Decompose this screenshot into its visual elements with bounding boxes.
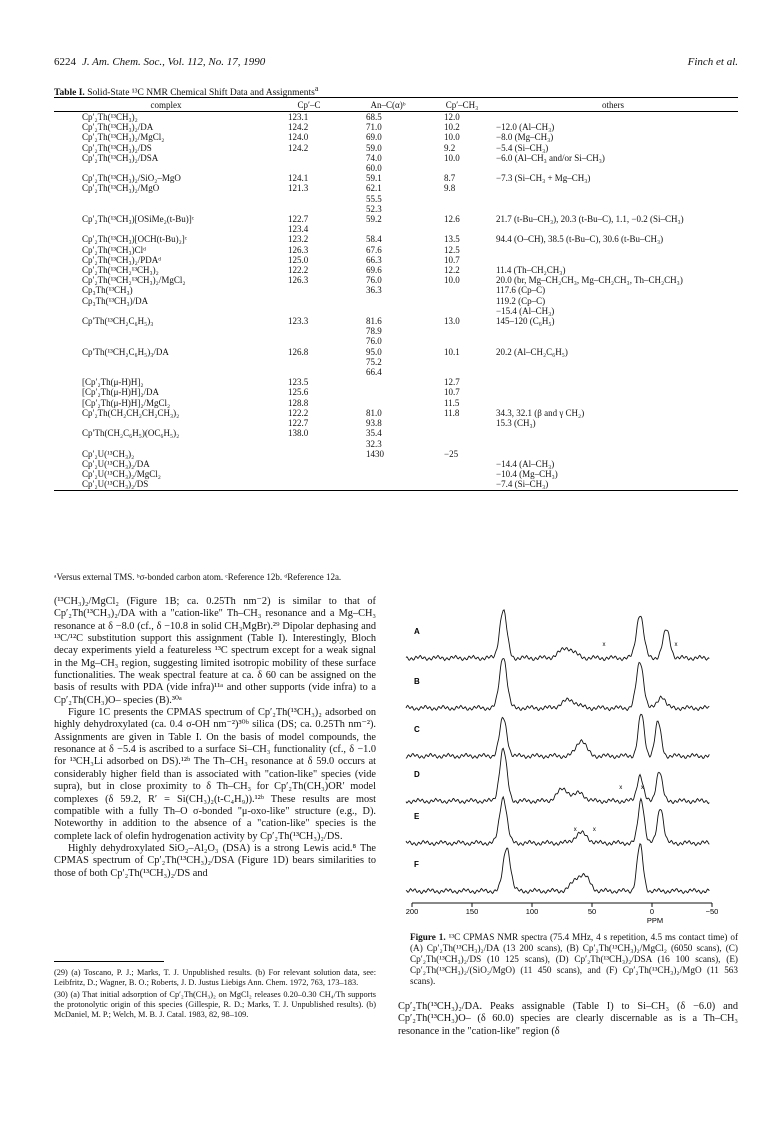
table-cell	[54, 439, 278, 449]
table-cell: −8.0 (Mg–CH₃)	[496, 132, 554, 143]
table-cell: Cp′₂Th(¹³CH₃)₂/MgCl₂	[82, 132, 165, 143]
table-cell	[340, 296, 436, 306]
table-cell: 121.3	[288, 183, 309, 194]
table-cell: 145–120 (C₆H₅)	[496, 316, 555, 327]
table-row	[54, 173, 738, 183]
table-cell: 10.0	[444, 132, 460, 143]
spectrum-trace	[406, 610, 709, 661]
axis-tick-label: 50	[587, 907, 597, 916]
table-cell	[340, 469, 436, 479]
table-cell	[54, 194, 278, 204]
table-header-cell: Cp′–C	[278, 98, 340, 112]
table-cell	[488, 183, 738, 193]
ppm-axis	[406, 903, 719, 925]
table-cell	[340, 224, 436, 234]
table-cell: 62.1	[366, 183, 382, 194]
references	[54, 968, 376, 1022]
table-row	[54, 449, 738, 459]
table-row	[54, 224, 738, 234]
table-header-cell: An–C(α)ᵇ	[340, 98, 436, 112]
table-cell: 12.5	[444, 244, 460, 255]
table-cell	[278, 469, 340, 479]
footnote-rule	[54, 961, 164, 962]
table-cell	[54, 163, 278, 173]
table-cell: 69.0	[366, 132, 382, 143]
spectrum-label: B	[414, 677, 420, 686]
table-cell	[278, 449, 340, 459]
table-cell: 66.4	[366, 367, 382, 378]
table-cell	[278, 357, 340, 367]
table-row	[54, 275, 738, 285]
table-cell	[488, 428, 738, 438]
table-row	[54, 153, 738, 163]
table-cell: −6.0 (Al–CH₃ and/or Si–CH₃)	[496, 152, 605, 163]
table-cell: −15.4 (Al–CH₃)	[496, 305, 555, 316]
table-cell	[340, 387, 436, 397]
table-cell: 12.7	[444, 377, 460, 388]
table-cell: 124.1	[288, 173, 309, 184]
table-cell	[436, 428, 488, 438]
table-cell	[54, 306, 278, 316]
figure-caption-label: Figure 1.	[410, 932, 446, 942]
table-cell: 81.0	[366, 407, 382, 418]
table-cell: 124.0	[288, 132, 309, 143]
table-row	[54, 479, 738, 490]
table-row	[54, 428, 738, 438]
table-cell	[278, 459, 340, 469]
axis-tick-label: 100	[525, 907, 539, 916]
table-row	[54, 265, 738, 275]
table-cell	[488, 439, 738, 449]
table-row	[54, 255, 738, 265]
table-cell: 117.6 (Cp–C)	[496, 285, 546, 296]
table-cell: −12.0 (Al–CH₃)	[496, 122, 555, 133]
table-cell	[278, 306, 340, 316]
table-cell: 76.0	[366, 336, 382, 347]
axis-ticks	[406, 903, 719, 916]
table-cell	[54, 336, 278, 346]
table-body	[54, 112, 738, 491]
table-cell	[436, 306, 488, 316]
table-cell: Cp′₂U(¹³CH₃)₂/MgCl₂	[82, 469, 161, 480]
table-cell: 126.3	[288, 244, 309, 255]
table-row	[54, 336, 738, 346]
table-cell: 138.0	[288, 428, 309, 439]
table-caption-note: a	[314, 84, 319, 93]
table-header-row	[54, 98, 738, 112]
table-cell	[436, 296, 488, 306]
figure-caption	[410, 932, 738, 987]
spectrum-trace	[406, 659, 709, 711]
table-cell	[278, 194, 340, 204]
table-row	[54, 398, 738, 408]
table-row	[54, 347, 738, 357]
table-cell: 124.2	[288, 122, 309, 133]
table-cell: 55.5	[366, 193, 382, 204]
table-cell: 11.4 (Th–CH₂CH₃)	[496, 265, 566, 276]
table-cell	[488, 194, 738, 204]
table-cell	[278, 163, 340, 173]
spectrum-marker: x	[619, 785, 623, 791]
table-cell	[436, 285, 488, 295]
table-cell: Cp′₂Th(¹³CH₂¹³CH₃)₂/MgCl₂	[82, 275, 186, 286]
table-row	[54, 183, 738, 193]
table-cell: 12.2	[444, 265, 460, 276]
table-cell: 69.6	[366, 265, 382, 276]
table-cell	[488, 163, 738, 173]
table-cell: 32.3	[366, 438, 382, 449]
table-cell	[54, 418, 278, 428]
table-cell	[488, 326, 738, 336]
table-cell: Cp′Th(¹³CH₂C₆H₅)₃	[82, 316, 154, 327]
table-cell: 122.7	[288, 214, 309, 225]
journal-citation: J. Am. Chem. Soc., Vol. 112, No. 17, 1990	[82, 56, 266, 68]
spectrum-b	[406, 659, 709, 711]
table-row	[54, 408, 738, 418]
reference-29: (29) (a) Toscano, P. J.; Marks, T. J. Unpublished results. (b) For relevant solution data, see: Leibfritz, D.; Wagner, B. O.; Roberts, J. D. Justus Liebigs Ann. Chem. 1972, 763, 173–183.	[54, 968, 376, 987]
table-cell	[436, 224, 488, 234]
spectrum-label: C	[414, 725, 420, 734]
left-column-text	[54, 596, 376, 880]
table-cell: [Cp′₂Th(μ-H)H]₂/DA	[82, 387, 160, 398]
left-paragraph-2: Figure 1C presents the CPMAS spectrum of Cp′₂Th(¹³CH₃)₂ adsorbed on highly dehydroxylated (ca. 0.4 σ-OH nm⁻²)³⁰ᵇ silica (DS; ca. 0.25Th nm⁻²). Assignments are given in Table I. On the basis of model compounds, the resonance at δ −5.4 is ascribed to a surface Si–CH₃ functionality (cf., δ −1.0 for ¹³CH₃Li adsorbed on DS).¹²ᵇ The Th–CH₃ resonance at δ 59.0 occurs at considerably higher field than is associated with "cation-like" species (vide supra), but in close proximity to δ Th–CH₃ for Cp′₂Th(CH₃)OR′ model complexes (δ 59.2, R′ = Si(CH₃)₂(t-C₄H₉)).¹²ᵇ These results are most compatible with a fully Th–O σ-bonded "μ-oxo-like" structure (e.g., D). Noteworthy in addition to the absence of a "cation-like" species is the complete lack of olefin hydrogenation activity by Cp′₂Th(¹³CH₃)₂/DS.	[54, 707, 376, 842]
spectrum-c	[406, 714, 709, 758]
table-row	[54, 326, 738, 336]
table-row	[54, 387, 738, 397]
table-cell: Cp′₂U(¹³CH₃)₂/DA	[82, 458, 150, 469]
table-cell: 123.2	[288, 234, 309, 245]
table-cell: Cp′Th(¹³CH₂C₆H₅)₃/DA	[82, 346, 169, 357]
table-cell: 10.2	[444, 122, 460, 133]
table-row	[54, 316, 738, 326]
table-cell: [Cp′₂Th(μ-H)H]₂/MgCl₂	[82, 397, 171, 408]
spectrum-label: A	[414, 627, 420, 636]
table-row	[54, 367, 738, 377]
table-cell	[436, 204, 488, 214]
table-cell: 10.0	[444, 152, 460, 163]
table-cell	[278, 285, 340, 295]
table-header-cell: complex	[54, 98, 278, 112]
table-cell: 128.8	[288, 397, 309, 408]
table-cell: 13.0	[444, 316, 460, 327]
table-cell: 95.0	[366, 346, 382, 357]
table-cell: 123.5	[288, 377, 309, 388]
table-row	[54, 285, 738, 295]
table-cell	[488, 224, 738, 234]
table-cell: Cp′₂Th(¹³CH₃)[OSiMe₂(t-Bu)]ᶜ	[82, 214, 195, 225]
table-cell: 122.7	[288, 418, 309, 429]
table-row	[54, 112, 738, 123]
table-cell	[436, 326, 488, 336]
table-cell	[54, 367, 278, 377]
table-cell	[436, 367, 488, 377]
table-cell: 67.6	[366, 244, 382, 255]
table-cell: Cp′Th(CH₂C₆H₅)(OC₆H₅)₂	[82, 428, 180, 439]
reference-30: (30) (a) That initial adsorption of Cp′₂Th(CH₃)₂ on MgCl₂ releases 0.20–0.30 CH₄/Th supports the protonolytic origin of this species (Gillespie, R. D.; Marks, T. J. Unpublished results). (b) McDaniel, M. P.; Welch, M. B. J. Catal. 1983, 82, 98–109.	[54, 990, 376, 1019]
spectrum-label: D	[414, 770, 420, 779]
table-cell: 76.0	[366, 275, 382, 286]
table-row	[54, 306, 738, 316]
table-cell: 52.3	[366, 203, 382, 214]
table-cell	[278, 439, 340, 449]
table-cell: 126.3	[288, 275, 309, 286]
table-row	[54, 357, 738, 367]
table-row	[54, 377, 738, 387]
table-cell	[436, 439, 488, 449]
table-cell: Cp′₂Th(¹³CH₃)Clᵈ	[82, 244, 146, 255]
table-cell: 75.2	[366, 356, 382, 367]
table-cell	[488, 245, 738, 255]
table-header-cell: Cp′–CH₃	[436, 98, 488, 112]
table-cell	[488, 336, 738, 346]
table-cell: 9.2	[444, 142, 456, 153]
axis-tick-label: 200	[405, 907, 419, 916]
table-cell: 10.0	[444, 275, 460, 286]
table-footnote: ᵃVersus external TMS. ᵇσ-bonded carbon atom. ᶜReference 12b. ᵈReference 12a.	[54, 572, 342, 582]
table-cell: 60.0	[366, 163, 382, 174]
table-cell: Cp′₂Th(¹³CH₃)[OCH(t-Bu)₂]ᶜ	[82, 234, 188, 245]
table-row	[54, 122, 738, 132]
table-cell	[278, 326, 340, 336]
table-cell	[54, 224, 278, 234]
table-row	[54, 459, 738, 469]
table-cell	[488, 398, 738, 408]
table-row	[54, 418, 738, 428]
table-cell	[488, 367, 738, 377]
table-cell	[54, 357, 278, 367]
table-row	[54, 469, 738, 479]
spectrum-marker: x	[674, 642, 678, 648]
table-row	[54, 163, 738, 173]
table-cell: 119.2 (Cp–C)	[496, 295, 546, 306]
table-cell	[488, 377, 738, 387]
table-cell	[340, 377, 436, 387]
spectrum-e	[406, 797, 709, 846]
table-cell	[488, 449, 738, 459]
table-cell: −7.3 (Si–CH₃ + Mg–CH₃)	[496, 173, 591, 184]
table-cell: 1430	[366, 448, 384, 459]
table-cell: Cp′₂Th(¹³CH₃)₂/MgO	[82, 183, 160, 194]
table-caption-text: Solid-State ¹³C NMR Chemical Shift Data and Assignments	[87, 88, 315, 99]
table-row	[54, 296, 738, 306]
table-cell: 122.2	[288, 265, 309, 276]
spectrum-label: E	[414, 812, 420, 821]
left-paragraph-1: (¹³CH₃)₂/MgCl₂ (Figure 1B; ca. 0.25Th nm⁻2) is similar to that of Cp′₂Th(¹³CH₃)₂/DA with a "cation-like" Th–CH₃ resonance and a Mg–CH₃ resonance at δ −8.0 (cf., δ −10.8 in solid CH₃MgBr).²⁹ Dipolar dephasing and ¹³C/¹²C substitution support this assignment (Table I). Interestingly, Bloch decay experiments yield a featureless ¹³C spectrum except for a weak signal in the Mg–CH₃ region, suggesting limited isotropic mobility of these surface functionalities. The weak spectral feature at ca. δ 60 can be assigned on the basis of results with PDA (vide infra)¹¹ᵃ and other supports (vide infra) to a Cp′₂Th(CH₃)O– species (B).³⁰ᵃ	[54, 596, 376, 706]
right-column-text: Cp′₂Th(¹³CH₃)₂/DA. Peaks assignable (Table I) to Si–CH₃ (δ −6.0) and Cp′₂Th(¹³CH₃)O– (δ 60.0) species are clearly discernable as is a Th–CH₃ resonance in the "cation-like" region (δ	[398, 1001, 738, 1037]
table-cell	[340, 459, 436, 469]
table-cell	[436, 163, 488, 173]
table-cell: 74.0	[366, 152, 382, 163]
table-cell: Cp′₂Th(¹³CH₂¹³CH₃)₂	[82, 265, 159, 276]
table-cell: 125.0	[288, 254, 309, 265]
table-row	[54, 245, 738, 255]
table-cell: 59.0	[366, 142, 382, 153]
table-row	[54, 214, 738, 224]
figure-caption-text: ¹³C CPMAS NMR spectra (75.4 MHz, 4 s repetition, 4.5 ms contact time) of (A) Cp′₂Th(¹³CH₃)₂/DA (13 200 scans), (B) Cp′₂Th(¹³CH₃)₂/MgCl₂ (6050 scans), (C) Cp′₂Th(¹³CH₃)₂/DS (10 125 scans), (D) Cp′₂Th(¹³CH₃)₂/DSA (16 100 scans), (E) Cp′₂Th(¹³CH₃)₂/(SiO₂/MgO) (11 450 scans), and (F) Cp′₂Th(¹³CH₃)₂/MgO (11 563 scans).	[410, 932, 739, 986]
table-cell	[488, 255, 738, 265]
table-cell: −25	[444, 448, 459, 459]
table-header-cell: others	[488, 98, 738, 112]
table-cell: Cp′₂Th(¹³CH₃)₂/PDAᵈ	[82, 254, 162, 265]
table-cell: 125.6	[288, 387, 309, 398]
spectra-traces	[406, 610, 709, 894]
table-cell: −10.4 (Mg–CH₃)	[496, 469, 558, 480]
table-cell	[488, 112, 738, 123]
table-cell: 81.6	[366, 316, 382, 327]
table-cell: −7.4 (Si–CH₃)	[488, 479, 738, 490]
table-cell: −5.4 (Si–CH₃)	[496, 142, 549, 153]
table-cell: Cp′₂Th(CH₂CH₂CH₂CH₃)₂	[82, 407, 180, 418]
table-cell: 10.1	[444, 346, 460, 357]
table-cell	[436, 418, 488, 428]
table-cell	[278, 336, 340, 346]
axis-unit-label: PPM	[646, 916, 664, 925]
spectrum-marker: x	[592, 827, 596, 833]
table-cell	[436, 194, 488, 204]
nmr-spectra-figure	[398, 596, 738, 926]
table-cell: 20.0 (br, Mg–CH₂CH₃, Mg–CH₂CH₃, Th–CH₂CH₃)	[496, 275, 683, 286]
table-cell	[488, 357, 738, 367]
spectrum-trace	[406, 714, 709, 758]
table-cell: 123.4	[288, 224, 309, 235]
nmr-shift-table	[54, 97, 738, 491]
axis-tick-label: −50	[705, 907, 719, 916]
table-cell: 35.4	[366, 428, 382, 439]
table-cell	[340, 479, 436, 490]
table-row	[54, 194, 738, 204]
table-cell	[54, 204, 278, 214]
table-cell: 20.2 (Al–CH₂C₆H₅)	[496, 346, 568, 357]
header-left	[54, 56, 265, 68]
spectrum-f	[406, 844, 709, 894]
table-cell: Cp₃Th(¹³CH₃)/DA	[82, 295, 149, 306]
table-cell	[340, 306, 436, 316]
table-cell: Cp′₂Th(¹³CH₃)₂	[82, 112, 138, 122]
table-cell: [Cp′₂Th(μ-H)H]₂	[82, 377, 144, 388]
page-number: 6224	[54, 56, 76, 68]
table-row	[54, 439, 738, 449]
table-row	[54, 132, 738, 142]
table-cell	[278, 479, 340, 490]
spectrum-trace	[406, 844, 709, 894]
table-row	[54, 234, 738, 244]
spectrum-a	[406, 610, 709, 661]
table-cell	[278, 296, 340, 306]
table-cell: 12.0	[444, 112, 460, 122]
spectrum-marker: x	[573, 827, 577, 833]
header-author: Finch et al.	[687, 56, 738, 68]
table-cell	[488, 204, 738, 214]
table-cell	[436, 336, 488, 346]
table-cell: 93.8	[366, 418, 382, 429]
table-caption-label: Table I.	[54, 88, 85, 99]
table-cell: Cp′₂Th(¹³CH₃)₂/DSA	[82, 152, 159, 163]
table-cell	[436, 459, 488, 469]
table-cell	[340, 398, 436, 408]
table-cell: 21.7 (t-Bu–CH₃), 20.3 (t-Bu–C), 1.1, −0.2 (Si–CH₃)	[496, 214, 684, 225]
table-cell: 126.8	[288, 346, 309, 357]
table-cell	[436, 357, 488, 367]
table-cell: 10.7	[444, 387, 460, 398]
table-cell	[54, 326, 278, 336]
spectrum-trace	[406, 797, 709, 846]
spectrum-marker: x	[640, 785, 644, 791]
table-row	[54, 204, 738, 214]
table-cell: 15.3 (CH₃)	[496, 418, 536, 429]
table-cell: Cp′₂Th(¹³CH₃)₂/SiO₂–MgO	[82, 173, 181, 184]
table-cell: 11.8	[444, 407, 460, 418]
axis-tick-label: 0	[649, 907, 655, 916]
table-cell: 10.7	[444, 254, 460, 265]
table-cell: Cp′₂Th(¹³CH₃)₂/DS	[82, 142, 152, 153]
table-cell: 13.5	[444, 234, 460, 245]
table-cell: 124.2	[288, 142, 309, 153]
spectrum-label: F	[414, 860, 419, 869]
table-cell	[278, 204, 340, 214]
table-cell: −14.4 (Al–CH₃)	[496, 458, 555, 469]
table-cell: 122.2	[288, 407, 309, 418]
table-cell	[436, 469, 488, 479]
table-cell: 68.5	[366, 112, 382, 122]
table-cell: 34.3, 32.1 (β and γ CH₂)	[496, 407, 585, 418]
table-cell	[278, 367, 340, 377]
table-cell: 12.6	[444, 214, 460, 225]
table-cell	[436, 479, 488, 490]
table-cell: 11.5	[444, 397, 460, 408]
table-cell: 59.2	[366, 214, 382, 225]
table-cell: Cp₃Th(¹³CH₃)	[82, 285, 133, 296]
table-cell: Cp′₂U(¹³CH₃)₂/DS	[54, 479, 278, 490]
table-cell: 8.7	[444, 173, 456, 184]
table-cell: 78.9	[366, 326, 382, 337]
table-cell: 9.8	[444, 183, 456, 194]
table-cell: 58.4	[366, 234, 382, 245]
table-cell: Cp′₂Th(¹³CH₃)₂/DA	[82, 122, 154, 133]
axis-tick-label: 150	[465, 907, 479, 916]
table-row	[54, 143, 738, 153]
table-cell	[488, 387, 738, 397]
table-cell: 59.1	[366, 173, 382, 184]
table-cell	[278, 153, 340, 163]
table-cell: 66.3	[366, 254, 382, 265]
table-cell: 94.4 (O–CH), 38.5 (t-Bu–C), 30.6 (t-Bu–CH₃)	[496, 234, 664, 245]
spectrum-marker: x	[602, 642, 606, 648]
table-cell: 36.3	[366, 285, 382, 296]
left-paragraph-3: Highly dehydroxylated SiO₂–Al₂O₃ (DSA) is a strong Lewis acid.⁸ The CPMAS spectrum of Cp′₂Th(¹³CH₃)₂/DSA (Figure 1D) bears similarities to those of both Cp′₂Th(¹³CH₃)₂/DS and	[54, 842, 376, 879]
table-cell: 123.1	[288, 112, 309, 122]
table-cell: 123.3	[288, 316, 309, 327]
table-cell: 71.0	[366, 122, 382, 133]
running-header	[54, 56, 738, 72]
table-cell: Cp′₂U(¹³CH₃)₂	[82, 448, 135, 459]
